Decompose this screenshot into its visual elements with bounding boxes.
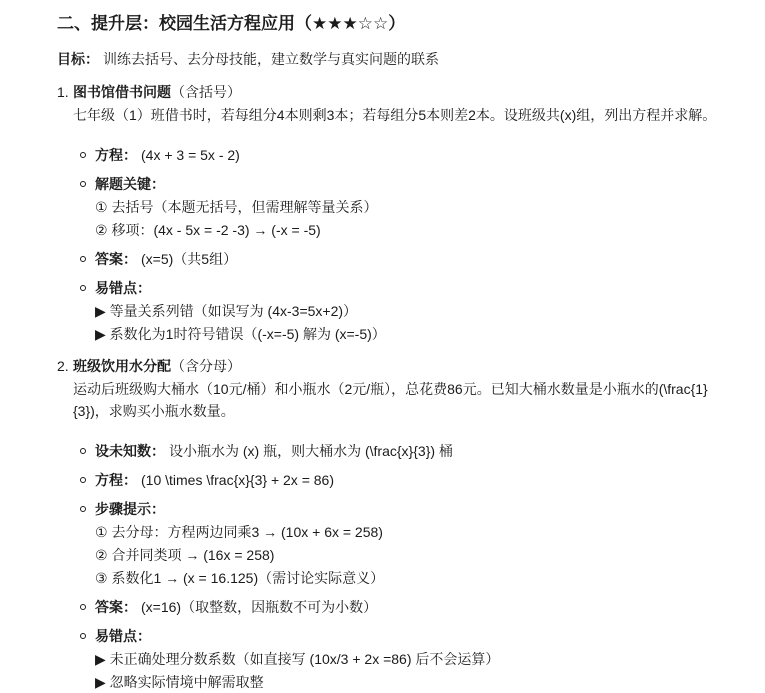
- bullet-text: (x=5)（共5组）: [141, 251, 238, 267]
- bullet-item: [80, 248, 737, 270]
- problem-description: 运动后班级购大桶水（10元/桶）和小瓶水（2元/瓶），总花费86元。已知大桶水数量是小瓶水的(\frac{1}{3})，求购买小瓶水数量。: [73, 381, 708, 419]
- goal-text: 训练去括号、去分母技能，建立数学与真实问题的联系: [103, 51, 439, 67]
- bullet-label: 解题关键：: [95, 176, 165, 192]
- circle-bullet-icon: [80, 440, 95, 462]
- circle-bullet-icon: [80, 625, 95, 693]
- circle-bullet-icon: [80, 596, 95, 618]
- circle-bullet-icon: [80, 498, 95, 589]
- bullet-label: 步骤提示：: [95, 501, 165, 517]
- bullet-label: 方程：: [95, 147, 137, 163]
- bullet-item: [80, 596, 737, 618]
- bullet-text: (4x + 3 = 5x - 2): [141, 147, 240, 163]
- bullet-list: [80, 440, 737, 693]
- bullet-list: [80, 144, 737, 345]
- circle-bullet-icon: [80, 248, 95, 270]
- problem-title-suffix: （含分母）: [171, 358, 241, 374]
- bullet-subline: ① 去括号（本题无括号，但需理解等量关系）: [95, 199, 378, 215]
- bullet-item: [80, 469, 737, 491]
- problem-item: [57, 355, 737, 693]
- bullet-label: 易错点：: [95, 628, 151, 644]
- bullet-item: [80, 440, 737, 462]
- circle-bullet-icon: [80, 173, 95, 241]
- bullet-subline: ① 去分母：方程两边同乘3 → (10x + 6x = 258): [95, 524, 383, 540]
- bullet-subline: ② 合并同类项 → (16x = 258): [95, 547, 275, 563]
- bullet-item: [80, 625, 737, 693]
- bullet-text: (10 \times \frac{x}{3} + 2x = 86): [141, 472, 334, 488]
- circle-bullet-icon: [80, 277, 95, 345]
- problem-title: 图书馆借书问题: [73, 84, 171, 100]
- problem-title-suffix: （含括号）: [171, 84, 241, 100]
- problem-number: 2.: [57, 358, 69, 374]
- problem-heading: [57, 81, 737, 103]
- bullet-subline: ▶ 忽略实际情境中解需取整: [95, 674, 264, 690]
- goal-line: [57, 48, 737, 70]
- circle-bullet-icon: [80, 469, 95, 491]
- bullet-label: 易错点：: [95, 280, 151, 296]
- goal-label: 目标：: [57, 51, 99, 67]
- bullet-label: 设未知数：: [95, 443, 165, 459]
- bullet-text: 设小瓶水为 (x) 瓶，则大桶水为 (\frac{x}{3}) 桶: [169, 443, 453, 459]
- circle-bullet-icon: [80, 144, 95, 166]
- bullet-subline: ▶ 等量关系列错（如误写为 (4x-3=5x+2)）: [95, 303, 358, 319]
- bullet-label: 答案：: [95, 251, 137, 267]
- bullet-subline: ③ 系数化1 → (x = 16.125)（需讨论实际意义）: [95, 570, 385, 586]
- bullet-item: [80, 498, 737, 589]
- bullet-label: 方程：: [95, 472, 137, 488]
- bullet-item: [80, 277, 737, 345]
- problem-description: 七年级（1）班借书时，若每组分4本则剩3本；若每组分5本则差2本。设班级共(x)组，列出方程并求解。: [73, 107, 717, 123]
- problem-number: 1.: [57, 84, 69, 100]
- bullet-item: [80, 173, 737, 241]
- problem-heading: [57, 355, 737, 377]
- problem-title: 班级饮用水分配: [73, 358, 171, 374]
- bullet-item: [80, 144, 737, 166]
- problem-item: [57, 81, 737, 345]
- bullet-subline: ▶ 系数化为1时符号错误（(-x=-5) 解为 (x=-5)）: [95, 326, 386, 342]
- page-title: 二、提升层：校园生活方程应用（★★★☆☆）: [57, 14, 406, 33]
- bullet-subline: ▶ 未正确处理分数系数（如直接写 (10x/3 + 2x =86) 后不会运算）: [95, 651, 500, 667]
- bullet-subline: ② 移项：(4x - 5x = -2 -3) → (-x = -5): [95, 222, 321, 238]
- bullet-text: (x=16)（取整数，因瓶数不可为小数）: [141, 599, 378, 615]
- bullet-label: 答案：: [95, 599, 137, 615]
